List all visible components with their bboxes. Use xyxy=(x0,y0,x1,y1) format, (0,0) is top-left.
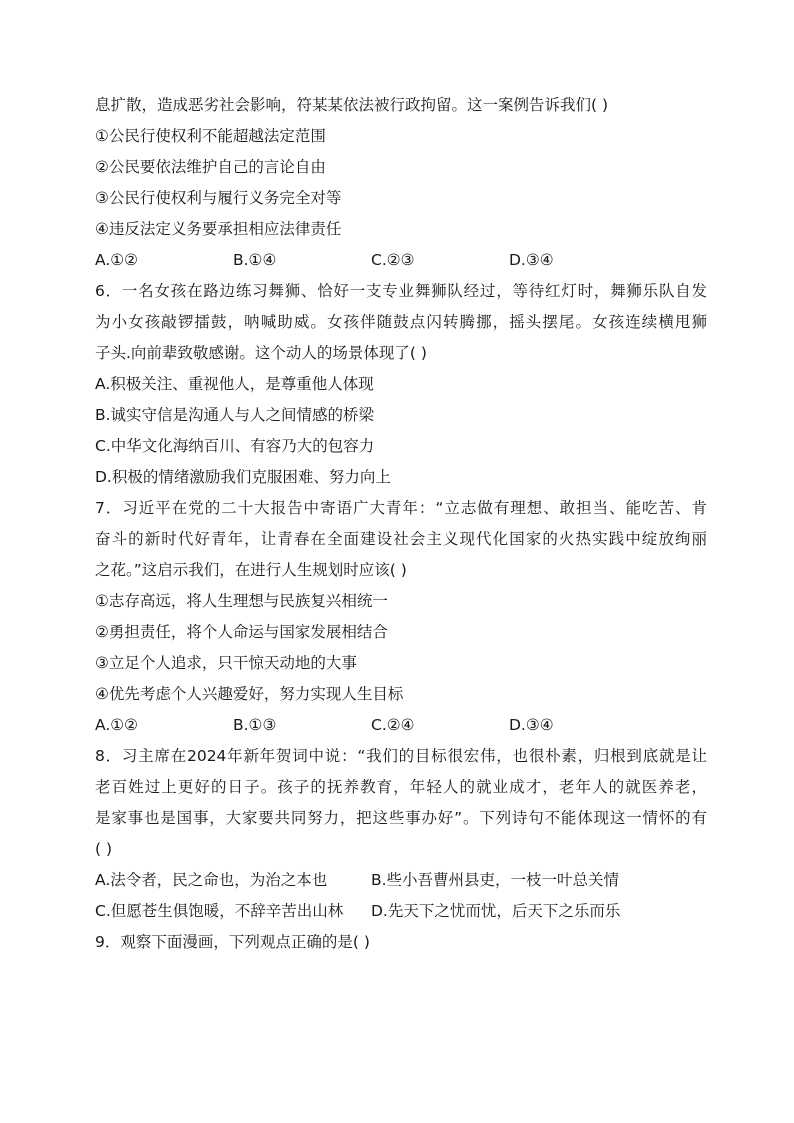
q5-item-3: ③公民行使权利与履行义务完全对等 xyxy=(95,189,342,207)
q8-stem-line-4: ( ) xyxy=(95,840,113,858)
q6-stem-line-3: 子头.向前辈致敬感谢。这个动人的场景体现了( ) xyxy=(95,344,427,362)
q5-choices xyxy=(95,245,707,276)
q5-item-1: ①公民行使权利不能超越法定范围 xyxy=(95,127,326,145)
q5-stem-end: 息扩散，造成恶劣社会影响，符某某依法被行政拘留。这一案例告诉我们( ) xyxy=(95,96,609,114)
q6-stem-line-2: 为小女孩敲锣擂鼓，呐喊助威。女孩伴随鼓点闪转腾挪，摇头摆尾。女孩连续横甩狮 xyxy=(95,313,707,331)
q5-choice-d: D.③④ xyxy=(509,251,554,269)
q6-stem-line-1: 6．一名女孩在路边练习舞狮、恰好一支专业舞狮队经过，等待红灯时，舞狮乐队自发 xyxy=(95,282,707,300)
q5-choice-a: A.①② xyxy=(95,251,139,269)
q7-choice-b: B.①③ xyxy=(233,716,277,734)
q5-item-4: ④违反法定义务要承担相应法律责任 xyxy=(95,220,342,238)
q7-choices xyxy=(95,710,707,741)
q6-option-b: B.诚实守信是沟通人与人之间情感的桥梁 xyxy=(95,406,375,424)
q7-choice-a: A.①② xyxy=(95,716,139,734)
q8-options-row-1 xyxy=(95,865,707,896)
exam-page xyxy=(95,90,707,958)
q6-option-a: A.积极关注、重视他人，是尊重他人体现 xyxy=(95,375,374,393)
q7-stem-line-3: 之花。”这启示我们，在进行人生规划时应该( ) xyxy=(95,561,407,579)
q8-stem-line-2: 老百姓过上更好的日子。孩子的抚养教育，年轻人的就业成才，老年人的就医养老， xyxy=(95,778,707,796)
q5-item-2: ②公民要依法维护自己的言论自由 xyxy=(95,158,326,176)
q6-option-d: D.积极的情绪激励我们克服困难、努力向上 xyxy=(95,468,391,486)
q7-item-3: ③立足个人追求，只干惊天动地的大事 xyxy=(95,654,357,672)
q7-choice-c: C.②④ xyxy=(371,716,415,734)
q8-option-d: D.先天下之忧而忧，后天下之乐而乐 xyxy=(371,902,621,920)
q5-choice-c: C.②③ xyxy=(371,251,415,269)
q7-item-4: ④优先考虑个人兴趣爱好，努力实现人生目标 xyxy=(95,685,404,703)
q8-stem-line-1: 8．习主席在2024年新年贺词中说：“我们的目标很宏伟，也很朴素，归根到底就是让 xyxy=(95,747,707,765)
q8-option-c: C.但愿苍生俱饱暖，不辞辛苦出山林 xyxy=(95,902,344,920)
q7-item-1: ①志存高远，将人生理想与民族复兴相统一 xyxy=(95,592,388,610)
q9-stem: 9．观察下面漫画，下列观点正确的是( ) xyxy=(95,933,370,951)
q8-option-b: B.些小吾曹州县吏，一枝一叶总关情 xyxy=(371,871,620,889)
q7-item-2: ②勇担责任，将个人命运与国家发展相结合 xyxy=(95,623,388,641)
q8-option-a: A.法令者，民之命也，为治之本也 xyxy=(95,871,328,889)
q7-stem-line-1: 7．习近平在党的二十大报告中寄语广大青年：“立志做有理想、敢担当、能吃苦、肯 xyxy=(95,499,707,517)
q6-option-c: C.中华文化海纳百川、有容乃大的包容力 xyxy=(95,437,375,455)
q8-options-row-2 xyxy=(95,896,707,927)
q8-stem-line-3: 是家事也是国事，大家要共同努力，把这些事办好”。下列诗句不能体现这一情怀的有 xyxy=(95,809,707,827)
q5-choice-b: B.①④ xyxy=(233,251,277,269)
q7-stem-line-2: 奋斗的新时代好青年，让青春在全面建设社会主义现代化国家的火热实践中绽放绚丽 xyxy=(95,530,707,548)
q7-choice-d: D.③④ xyxy=(509,716,554,734)
